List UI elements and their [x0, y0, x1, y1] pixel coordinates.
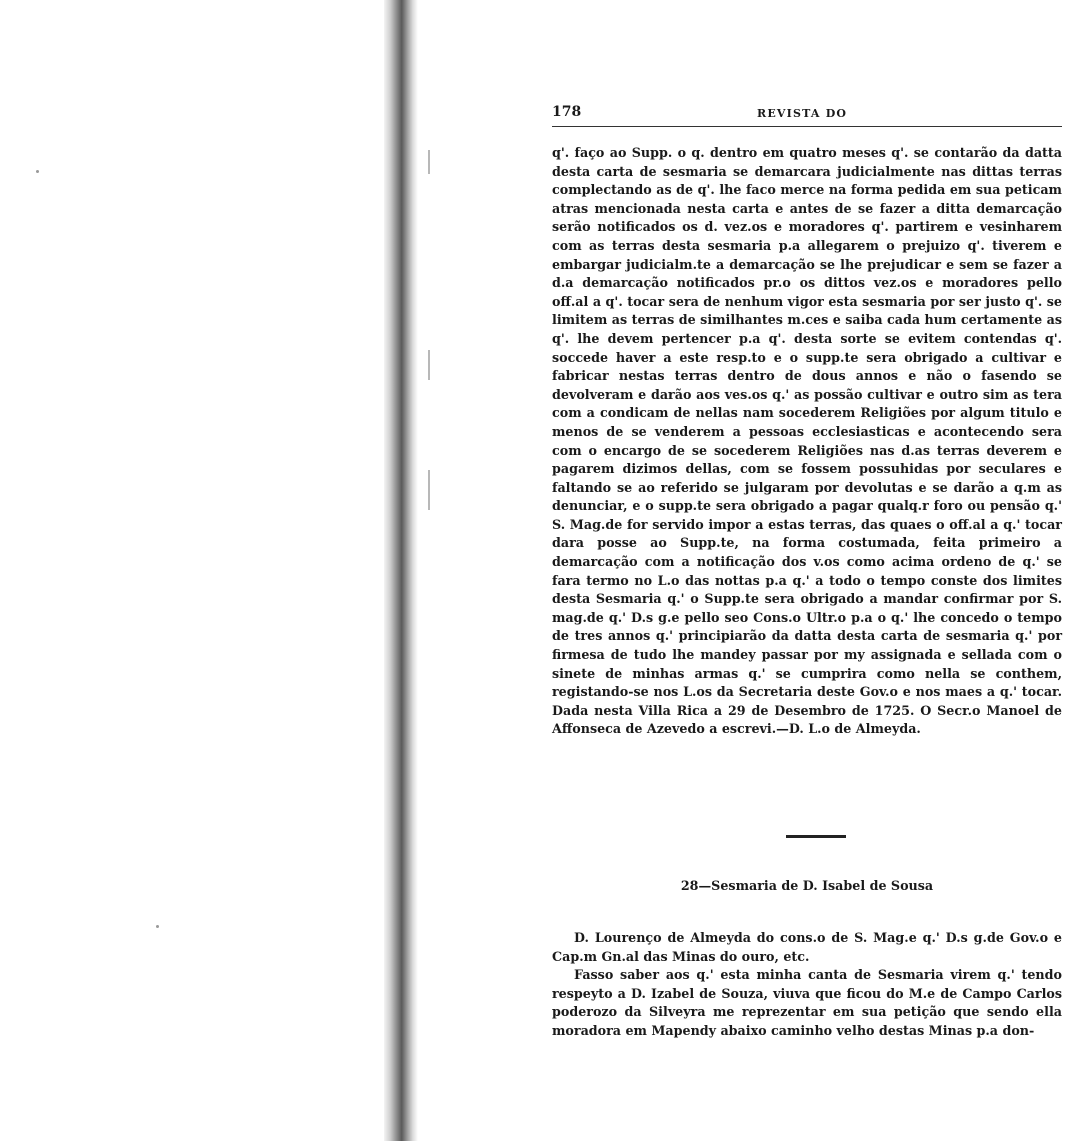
running-head: REVISTA DO: [757, 107, 848, 120]
section-title: 28—Sesmaria de D. Isabel de Sousa: [680, 878, 934, 893]
gutter-mark: [428, 150, 430, 174]
section-paragraph: Fasso saber aos q.' esta minha canta de Sesmaria virem q.' tendo respeyto a D. Izabel de Souza, viuva que ficou do M.e de Campo Carlos poderozo da Silveyra me reprezentar em sua petição que sendo ella moradora em Mapendy abaixo caminho velho destas Minas p.a don-: [552, 967, 1062, 1038]
page-number: 178: [552, 104, 582, 120]
gutter-mark: [428, 470, 430, 510]
page-header: [552, 96, 1062, 120]
header-rule: [552, 126, 1062, 127]
paper-speck: [36, 170, 39, 173]
body-paragraph: q'. faço ao Supp. o q. dentro em quatro meses q'. se contarão da datta desta carta de sesmaria se demarcara judicialmente nas dittas terras complectando as de q'. lhe faco merce na forma pedida em sua peticam atras mencionada nesta carta e antes de se fazer a ditta demarcação serão notificados os d. vez.os e moradores q'. partirem e vesinharem com as terras desta sesmaria p.a allegarem o prejuizo q'. tiverem e embargar judicialm.te a demarcação se lhe prejudicar e sem se fazer a d.a demarcação notificados pr.o os dittos vez.os e moradores pello off.al a q'. tocar sera de nenhum vigor esta sesmaria por ser justo q'. se limitem as terras de similhantes m.ces e saiba cada hum certamente as q'. lhe devem pertencer p.a q'. desta sorte se evitem contendas q'. soccede haver a este resp.to e o supp.te sera obrigado a cultivar e fabricar nestas terras dentro de dous annos e não o fasendo se devolveram e darão aos ves.os q.' as possão cultivar e outro sim as tera com a condicam de nellas nam socederem Religiões por algum titulo e menos de se venderem a pessoas ecclesiasticas e acontecendo sera com o encargo de se socederem Religiões nas d.as terras deverem e pagarem dizimos dellas, com se fossem possuhidas por seculares e faltando se ao referido se julgaram por devolutas e se darão a q.m as denunciar, e o supp.te sera obrigado a pagar qualq.r foro ou pensão q.' S. Mag.de for servido impor a estas terras, das quaes o off.al a q.' tocar dara posse ao Supp.te, na forma costumada, feita primeiro a demarcação com a notificação dos v.os como acima ordeno de q.' se fara termo no L.o das nottas p.a q.' a todo o tempo conste dos limites desta Sesmaria q.' o Supp.te sera obrigado a mandar confirmar por S. mag.de q.' D.s g.e pello seo Cons.o Ultr.o p.a o q.' lhe concedo o tempo de tres annos q.' principiarão da datta desta carta de sesmaria q.' por firmesa de tudo lhe mandey passar por my assignada e sellada com o sinete de minhas armas q.' se cumprira como nella se conthem, registando-se nos L.os da Secretaria deste Gov.o e nos maes a q.' tocar. Dada nesta Villa Rica a 29 de Desembro de 1725. O Secr.o Manoel de Affonseca de Azevedo a escrevi.—D. L.o de Almeyda.: [552, 145, 1062, 737]
gutter-mark: [428, 350, 430, 380]
paper-speck: [156, 925, 159, 928]
book-page: [552, 96, 1062, 739]
body-text: [552, 144, 1062, 739]
section-body: [552, 929, 1062, 1041]
section-paragraph: D. Lourenço de Almeyda do cons.o de S. Mag.e q.' D.s g.de Gov.o e Cap.m Gn.al das Minas do ouro, etc.: [552, 930, 1062, 964]
book-gutter: [384, 0, 418, 1141]
section-separator: [786, 835, 846, 838]
